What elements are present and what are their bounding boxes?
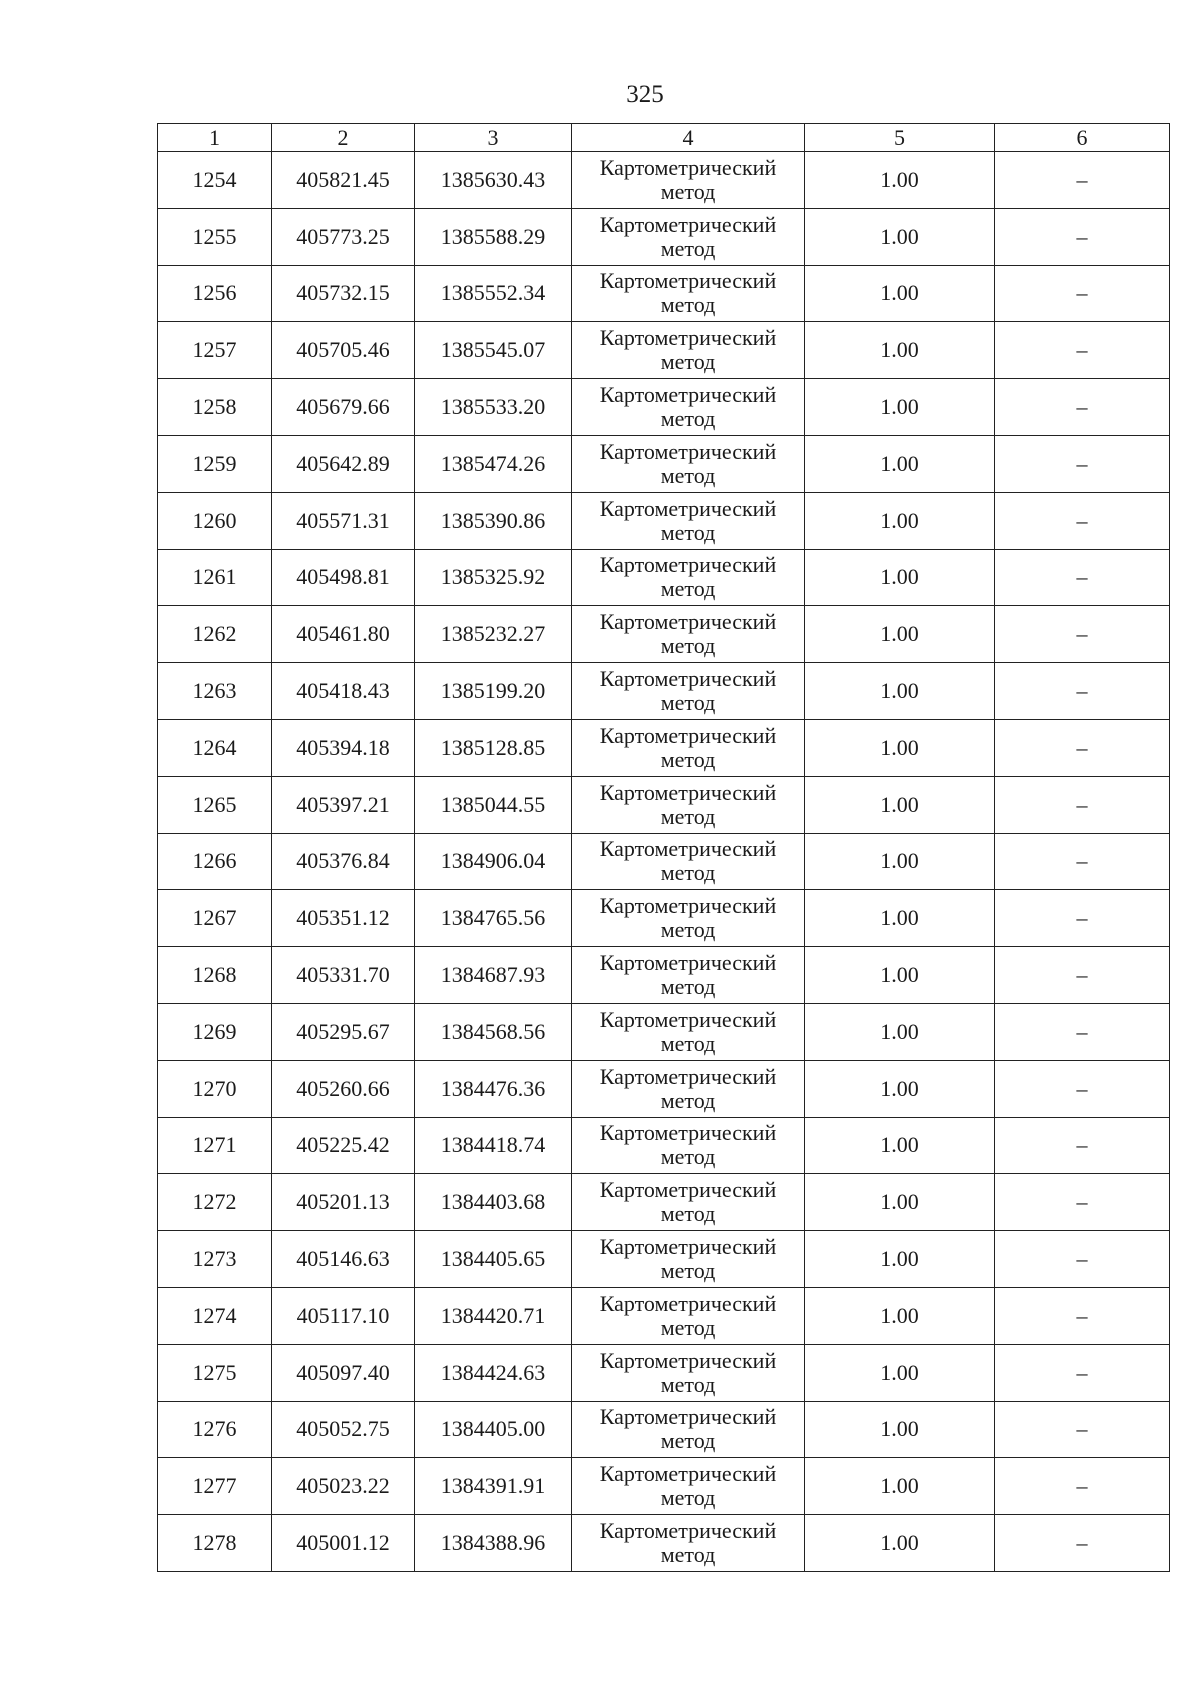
- point-number-cell: 1266: [158, 833, 272, 890]
- y-coordinate-cell: 1385199.20: [415, 663, 572, 720]
- table-row: [158, 1117, 1170, 1174]
- point-number-cell: 1256: [158, 265, 272, 322]
- note-cell: –: [995, 776, 1170, 833]
- method-cell: Картометрический метод: [572, 606, 805, 663]
- table-row: [158, 379, 1170, 436]
- accuracy-cell: 1.00: [805, 265, 995, 322]
- table-row: [158, 1344, 1170, 1401]
- note-cell: –: [995, 435, 1170, 492]
- note-cell: –: [995, 890, 1170, 947]
- x-coordinate-cell: 405052.75: [272, 1401, 415, 1458]
- point-number-cell: 1254: [158, 152, 272, 209]
- page-number: [0, 80, 1200, 110]
- point-number-cell: 1278: [158, 1515, 272, 1572]
- table-row: [158, 1401, 1170, 1458]
- y-coordinate-cell: 1385128.85: [415, 719, 572, 776]
- y-coordinate-cell: 1384388.96: [415, 1515, 572, 1572]
- table-row: [158, 435, 1170, 492]
- x-coordinate-cell: 405821.45: [272, 152, 415, 209]
- point-number-cell: 1261: [158, 549, 272, 606]
- note-cell: –: [995, 1060, 1170, 1117]
- method-cell: Картометрический метод: [572, 719, 805, 776]
- accuracy-cell: 1.00: [805, 776, 995, 833]
- note-cell: –: [995, 549, 1170, 606]
- y-coordinate-cell: 1385545.07: [415, 322, 572, 379]
- accuracy-cell: 1.00: [805, 208, 995, 265]
- accuracy-cell: 1.00: [805, 1287, 995, 1344]
- table-row: [158, 719, 1170, 776]
- page-number-text: 325: [626, 81, 664, 108]
- x-coordinate-cell: 405295.67: [272, 1003, 415, 1060]
- table-row: [158, 1003, 1170, 1060]
- y-coordinate-cell: 1385325.92: [415, 549, 572, 606]
- y-coordinate-cell: 1384476.36: [415, 1060, 572, 1117]
- method-cell: Картометрический метод: [572, 208, 805, 265]
- method-cell: Картометрический метод: [572, 663, 805, 720]
- column-header-4: 4: [572, 124, 805, 152]
- x-coordinate-cell: 405117.10: [272, 1287, 415, 1344]
- note-cell: –: [995, 1231, 1170, 1288]
- y-coordinate-cell: 1385232.27: [415, 606, 572, 663]
- note-cell: –: [995, 1174, 1170, 1231]
- accuracy-cell: 1.00: [805, 1174, 995, 1231]
- column-header-5: 5: [805, 124, 995, 152]
- point-number-cell: 1258: [158, 379, 272, 436]
- y-coordinate-cell: 1385588.29: [415, 208, 572, 265]
- table-row: [158, 549, 1170, 606]
- method-cell: Картометрический метод: [572, 1458, 805, 1515]
- method-cell: Картометрический метод: [572, 1117, 805, 1174]
- note-cell: –: [995, 492, 1170, 549]
- method-cell: Картометрический метод: [572, 549, 805, 606]
- point-number-cell: 1269: [158, 1003, 272, 1060]
- note-cell: –: [995, 663, 1170, 720]
- table-header: [158, 124, 1170, 152]
- y-coordinate-cell: 1384405.65: [415, 1231, 572, 1288]
- point-number-cell: 1260: [158, 492, 272, 549]
- x-coordinate-cell: 405732.15: [272, 265, 415, 322]
- header-row: [158, 124, 1170, 152]
- x-coordinate-cell: 405225.42: [272, 1117, 415, 1174]
- table-row: [158, 492, 1170, 549]
- x-coordinate-cell: 405461.80: [272, 606, 415, 663]
- method-cell: Картометрический метод: [572, 890, 805, 947]
- table-row: [158, 776, 1170, 833]
- table-row: [158, 890, 1170, 947]
- method-cell: Картометрический метод: [572, 152, 805, 209]
- y-coordinate-cell: 1385630.43: [415, 152, 572, 209]
- note-cell: –: [995, 1003, 1170, 1060]
- method-cell: Картометрический метод: [572, 833, 805, 890]
- y-coordinate-cell: 1384765.56: [415, 890, 572, 947]
- y-coordinate-cell: 1384424.63: [415, 1344, 572, 1401]
- point-number-cell: 1271: [158, 1117, 272, 1174]
- column-header-1: 1: [158, 124, 272, 152]
- y-coordinate-cell: 1384420.71: [415, 1287, 572, 1344]
- accuracy-cell: 1.00: [805, 1117, 995, 1174]
- column-header-2: 2: [272, 124, 415, 152]
- note-cell: –: [995, 833, 1170, 890]
- accuracy-cell: 1.00: [805, 152, 995, 209]
- point-number-cell: 1276: [158, 1401, 272, 1458]
- accuracy-cell: 1.00: [805, 833, 995, 890]
- note-cell: –: [995, 208, 1170, 265]
- table-row: [158, 663, 1170, 720]
- method-cell: Картометрический метод: [572, 265, 805, 322]
- point-number-cell: 1259: [158, 435, 272, 492]
- accuracy-cell: 1.00: [805, 435, 995, 492]
- accuracy-cell: 1.00: [805, 606, 995, 663]
- x-coordinate-cell: 405418.43: [272, 663, 415, 720]
- y-coordinate-cell: 1384403.68: [415, 1174, 572, 1231]
- x-coordinate-cell: 405773.25: [272, 208, 415, 265]
- point-number-cell: 1275: [158, 1344, 272, 1401]
- table-row: [158, 208, 1170, 265]
- point-number-cell: 1277: [158, 1458, 272, 1515]
- accuracy-cell: 1.00: [805, 1401, 995, 1458]
- point-number-cell: 1267: [158, 890, 272, 947]
- method-cell: Картометрический метод: [572, 1515, 805, 1572]
- method-cell: Картометрический метод: [572, 776, 805, 833]
- method-cell: Картометрический метод: [572, 1231, 805, 1288]
- column-header-6: 6: [995, 124, 1170, 152]
- accuracy-cell: 1.00: [805, 549, 995, 606]
- accuracy-cell: 1.00: [805, 1231, 995, 1288]
- table-row: [158, 1174, 1170, 1231]
- point-number-cell: 1255: [158, 208, 272, 265]
- accuracy-cell: 1.00: [805, 1515, 995, 1572]
- point-number-cell: 1262: [158, 606, 272, 663]
- table-body: [158, 152, 1170, 1572]
- accuracy-cell: 1.00: [805, 1344, 995, 1401]
- accuracy-cell: 1.00: [805, 890, 995, 947]
- accuracy-cell: 1.00: [805, 322, 995, 379]
- x-coordinate-cell: 405331.70: [272, 947, 415, 1004]
- method-cell: Картометрический метод: [572, 492, 805, 549]
- point-number-cell: 1257: [158, 322, 272, 379]
- x-coordinate-cell: 405351.12: [272, 890, 415, 947]
- accuracy-cell: 1.00: [805, 1458, 995, 1515]
- point-number-cell: 1265: [158, 776, 272, 833]
- y-coordinate-cell: 1385474.26: [415, 435, 572, 492]
- accuracy-cell: 1.00: [805, 379, 995, 436]
- y-coordinate-cell: 1384418.74: [415, 1117, 572, 1174]
- method-cell: Картометрический метод: [572, 1060, 805, 1117]
- column-header-3: 3: [415, 124, 572, 152]
- y-coordinate-cell: 1385533.20: [415, 379, 572, 436]
- note-cell: –: [995, 1287, 1170, 1344]
- y-coordinate-cell: 1384906.04: [415, 833, 572, 890]
- x-coordinate-cell: 405097.40: [272, 1344, 415, 1401]
- coordinates-table: [157, 123, 1170, 1572]
- table-row: [158, 1458, 1170, 1515]
- x-coordinate-cell: 405201.13: [272, 1174, 415, 1231]
- table-row: [158, 606, 1170, 663]
- point-number-cell: 1263: [158, 663, 272, 720]
- note-cell: –: [995, 947, 1170, 1004]
- x-coordinate-cell: 405023.22: [272, 1458, 415, 1515]
- note-cell: –: [995, 322, 1170, 379]
- x-coordinate-cell: 405397.21: [272, 776, 415, 833]
- point-number-cell: 1264: [158, 719, 272, 776]
- method-cell: Картометрический метод: [572, 379, 805, 436]
- method-cell: Картометрический метод: [572, 1344, 805, 1401]
- point-number-cell: 1270: [158, 1060, 272, 1117]
- point-number-cell: 1268: [158, 947, 272, 1004]
- accuracy-cell: 1.00: [805, 1003, 995, 1060]
- accuracy-cell: 1.00: [805, 947, 995, 1004]
- note-cell: –: [995, 152, 1170, 209]
- note-cell: –: [995, 719, 1170, 776]
- x-coordinate-cell: 405001.12: [272, 1515, 415, 1572]
- table-row: [158, 1060, 1170, 1117]
- note-cell: –: [995, 265, 1170, 322]
- point-number-cell: 1274: [158, 1287, 272, 1344]
- y-coordinate-cell: 1384687.93: [415, 947, 572, 1004]
- note-cell: –: [995, 1401, 1170, 1458]
- x-coordinate-cell: 405642.89: [272, 435, 415, 492]
- accuracy-cell: 1.00: [805, 1060, 995, 1117]
- note-cell: –: [995, 1344, 1170, 1401]
- table-row: [158, 833, 1170, 890]
- table-row: [158, 152, 1170, 209]
- table-row: [158, 1287, 1170, 1344]
- note-cell: –: [995, 1458, 1170, 1515]
- x-coordinate-cell: 405260.66: [272, 1060, 415, 1117]
- method-cell: Картометрический метод: [572, 947, 805, 1004]
- y-coordinate-cell: 1385390.86: [415, 492, 572, 549]
- x-coordinate-cell: 405705.46: [272, 322, 415, 379]
- method-cell: Картометрический метод: [572, 322, 805, 379]
- x-coordinate-cell: 405571.31: [272, 492, 415, 549]
- x-coordinate-cell: 405498.81: [272, 549, 415, 606]
- accuracy-cell: 1.00: [805, 492, 995, 549]
- method-cell: Картометрический метод: [572, 1287, 805, 1344]
- y-coordinate-cell: 1385044.55: [415, 776, 572, 833]
- note-cell: –: [995, 379, 1170, 436]
- table-row: [158, 947, 1170, 1004]
- table-row: [158, 1231, 1170, 1288]
- point-number-cell: 1273: [158, 1231, 272, 1288]
- x-coordinate-cell: 405376.84: [272, 833, 415, 890]
- note-cell: –: [995, 606, 1170, 663]
- table-row: [158, 322, 1170, 379]
- method-cell: Картометрический метод: [572, 1003, 805, 1060]
- y-coordinate-cell: 1385552.34: [415, 265, 572, 322]
- x-coordinate-cell: 405146.63: [272, 1231, 415, 1288]
- accuracy-cell: 1.00: [805, 719, 995, 776]
- point-number-cell: 1272: [158, 1174, 272, 1231]
- x-coordinate-cell: 405394.18: [272, 719, 415, 776]
- y-coordinate-cell: 1384568.56: [415, 1003, 572, 1060]
- y-coordinate-cell: 1384405.00: [415, 1401, 572, 1458]
- x-coordinate-cell: 405679.66: [272, 379, 415, 436]
- method-cell: Картометрический метод: [572, 435, 805, 492]
- accuracy-cell: 1.00: [805, 663, 995, 720]
- table-row: [158, 265, 1170, 322]
- method-cell: Картометрический метод: [572, 1174, 805, 1231]
- note-cell: –: [995, 1515, 1170, 1572]
- y-coordinate-cell: 1384391.91: [415, 1458, 572, 1515]
- method-cell: Картометрический метод: [572, 1401, 805, 1458]
- note-cell: –: [995, 1117, 1170, 1174]
- table-row: [158, 1515, 1170, 1572]
